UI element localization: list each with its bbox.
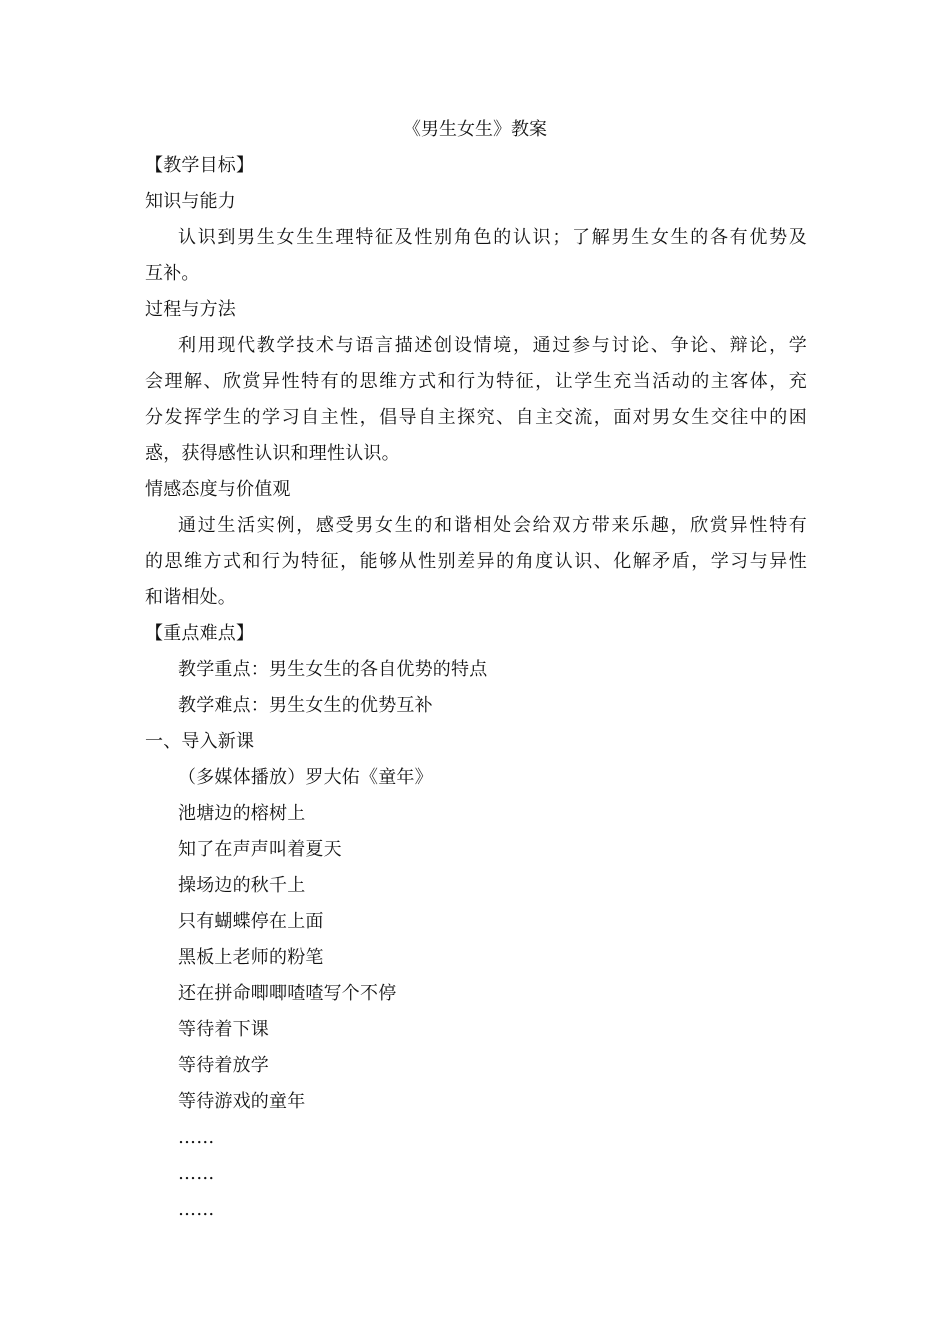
paragraph-line: 分发挥学生的学习自主性，倡导自主探究、自主交流，面对男女生交往中的困 (145, 407, 807, 428)
lyric-line: 等待着下课 (178, 1019, 269, 1040)
paragraph-line: 和谐相处。 (145, 587, 236, 608)
lyric-line: 知了在声声叫着夏天 (178, 839, 342, 860)
lyric-line: 等待着放学 (178, 1055, 269, 1076)
lyric-line: 池塘边的榕树上 (178, 803, 306, 824)
subheading-knowledge: 知识与能力 (145, 191, 236, 212)
section-heading-objectives: 【教学目标】 (145, 155, 255, 176)
media-note: （多媒体播放）罗大佑《童年》 (178, 767, 433, 788)
subheading-emotion: 情感态度与价值观 (145, 479, 291, 500)
paragraph-line: 通过生活实例，感受男女生的和谐相处会给双方带来乐趣，欣赏异性特有 (178, 515, 807, 536)
section-heading-keypoints: 【重点难点】 (145, 623, 255, 644)
ellipsis-line: …… (178, 1127, 215, 1148)
paragraph-line: 认识到男生女生生理特征及性别角色的认识；了解男生女生的各有优势及 (178, 227, 807, 248)
subheading-process: 过程与方法 (145, 299, 236, 320)
paragraph-line: 利用现代教学技术与语言描述创设情境，通过参与讨论、争论、辩论，学 (178, 335, 807, 356)
section-heading-intro: 一、导入新课 (145, 731, 255, 752)
key-point: 教学重点：男生女生的各自优势的特点 (178, 659, 488, 680)
lyric-line: 操场边的秋千上 (178, 875, 306, 896)
lyric-line: 还在拼命唧唧喳喳写个不停 (178, 983, 397, 1004)
lyric-line: 黑板上老师的粉笔 (178, 947, 324, 968)
ellipsis-line: …… (178, 1199, 215, 1220)
paragraph-line: 会理解、欣赏异性特有的思维方式和行为特征，让学生充当活动的主客体，充 (145, 371, 807, 392)
ellipsis-line: …… (178, 1163, 215, 1184)
document-title: 《男生女生》教案 (403, 119, 547, 140)
paragraph-line: 互补。 (145, 263, 200, 284)
lyric-line: 等待游戏的童年 (178, 1091, 306, 1112)
paragraph-line: 惑，获得感性认识和理性认识。 (145, 443, 400, 464)
lyric-line: 只有蝴蝶停在上面 (178, 911, 324, 932)
difficult-point: 教学难点：男生女生的优势互补 (178, 695, 433, 716)
paragraph-line: 的思维方式和行为特征，能够从性别差异的角度认识、化解矛盾，学习与异性 (145, 551, 807, 572)
